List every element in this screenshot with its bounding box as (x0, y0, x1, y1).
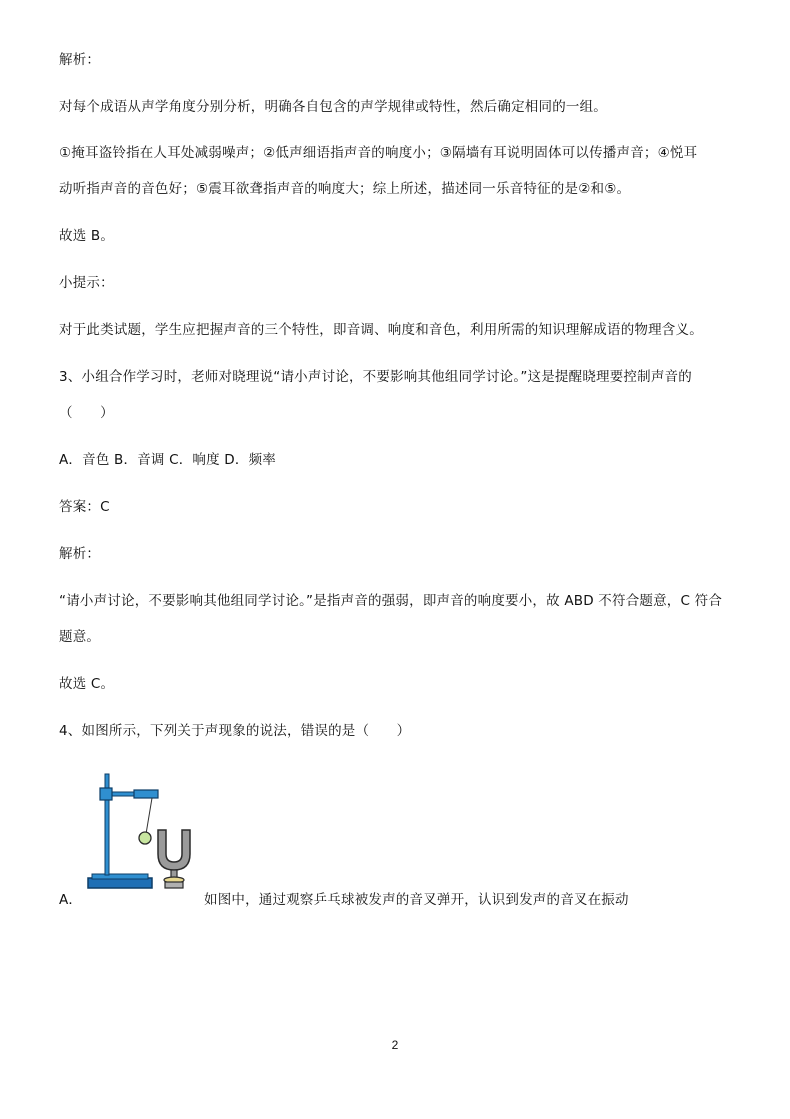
tuning-fork-ping-pong-ball-icon (86, 770, 198, 896)
question-3-analysis-text-1: “请小声讨论，不要影响其他组同学讨论。”是指声音的强弱，即声音的响度要小，故 ABD 不符合题意，C 符合 (59, 593, 723, 609)
question-3-analysis-text-2: 题意。 (59, 629, 101, 645)
option-a-label: A． (59, 892, 83, 908)
question-3-answer: 答案：C (59, 499, 110, 515)
question-3-blank: （ ） (59, 405, 114, 421)
line-analysis-heading: 解析： (59, 52, 101, 68)
question-4-stem: 4、如图所示，下列关于声现象的说法，错误的是（ ） (59, 723, 411, 739)
question-3-choice: 故选 C。 (59, 676, 115, 692)
line-tip-text: 对于此类试题，学生应把握声音的三个特性，即音调、响度和音色，利用所需的知识理解成语的物理含义。 (59, 322, 703, 338)
question-3-options: A．音色 B．音调 C．响度 D．频率 (59, 452, 276, 468)
option-a-text: 如图中，通过观察乒乓球被发声的音叉弹开，认识到发声的音叉在振动 (204, 892, 629, 908)
line-answer-choice: 故选 B。 (59, 228, 115, 244)
line-analysis-text: 对每个成语从声学角度分别分析，明确各自包含的声学规律或特性，然后确定相同的一组。 (59, 99, 607, 115)
line-idiom-analysis-2: 动听指声音的音色好；⑤震耳欲聋指声音的响度大；综上所述，描述同一乐音特征的是②和⑤。 (59, 181, 631, 197)
question-3-stem: 3、小组合作学习时，老师对晓理说“请小声讨论，不要影响其他组同学讨论。”这是提醒晓理要控制声音的 (59, 369, 692, 385)
line-idiom-analysis-1: ①掩耳盗铃指在人耳处减弱噪声；②低声细语指声音的响度小；③隔墙有耳说明固体可以传播声音；④悦耳 (59, 145, 698, 161)
page-number: 2 (391, 1038, 399, 1052)
question-3-analysis-heading: 解析： (59, 546, 101, 562)
line-tip-heading: 小提示： (59, 275, 114, 291)
